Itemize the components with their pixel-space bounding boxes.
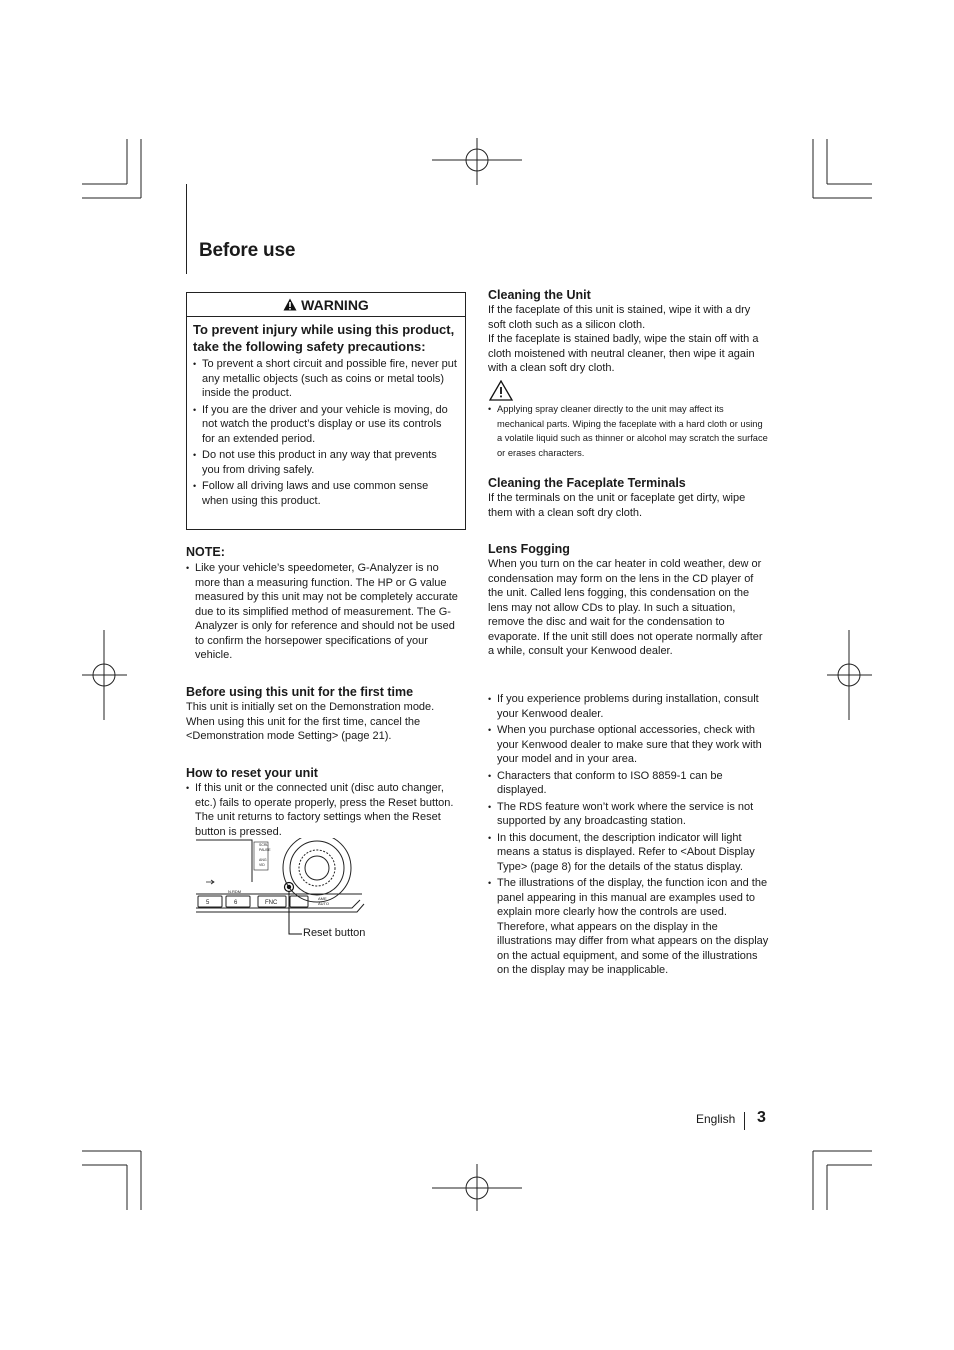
panel-scrl: SCRL bbox=[259, 843, 269, 847]
footer-language: English bbox=[696, 1112, 736, 1126]
warning-triangle-icon bbox=[283, 298, 297, 311]
note-heading: NOTE: bbox=[186, 545, 225, 559]
warning-header bbox=[187, 293, 465, 317]
cleaning-terminals-body: If the terminals on the unit or faceplate get dirty, wipe them with a clean soft dry cloth. bbox=[488, 492, 746, 519]
list-item: • If you are the driver and your vehicle is moving, do not watch the product’s display or use its controls for an extended period. bbox=[193, 403, 457, 447]
list-item: • Like your vehicle’s speedometer, G-Analyzer is no more than a measuring function. The HP or G value measured by this unit may not be completely accurate due to its simplified method of measurement. The G-Analyzer is only for reference and should not be used to confirm the horsepower specifications of your vehicle. bbox=[186, 561, 466, 663]
general-notes bbox=[488, 692, 770, 980]
panel-auto: AUTO bbox=[318, 901, 330, 906]
warning-heading: WARNING bbox=[301, 296, 369, 313]
panel-key-5: 5 bbox=[206, 900, 210, 906]
list-item: • In this document, the description indicator will light means a status is displayed. Refer to <About Display Type> (page 8) for the details of the status display. bbox=[488, 831, 770, 875]
first-time-body: This unit is initially set on the Demonstration mode. When using this unit for the first time, cancel the <Demonstration mode Setting> (page 21). bbox=[186, 701, 435, 742]
first-time-heading: Before using this unit for the first time bbox=[186, 685, 414, 699]
caution-triangle-icon bbox=[489, 380, 513, 401]
list-item: • To prevent a short circuit and possible fire, never put any metallic objects (such as coins or metal tools) inside the product. bbox=[193, 357, 457, 401]
title-rule bbox=[186, 184, 187, 274]
panel-ang: ANG bbox=[259, 858, 267, 862]
list-item: • Applying spray cleaner directly to the unit may affect its mechanical parts. Wiping the faceplate with a hard cloth or using a volatile liquid such as thinner or alcohol may scratch the surface or erases characters. bbox=[488, 402, 770, 460]
reset-section bbox=[186, 766, 466, 841]
warning-list bbox=[193, 357, 457, 508]
list-item: • Characters that conform to ISO 8859-1 can be displayed. bbox=[488, 769, 770, 798]
reset-heading: How to reset your unit bbox=[186, 766, 318, 780]
cleaning-unit-body: If the faceplate of this unit is stained, wipe it with a dry soft cloth such as a silicon cloth. If the faceplate is stained badly, wipe the stain off with a cloth moistened with neutral cleaner, then wipe it again with a clean soft dry cloth. bbox=[488, 304, 759, 374]
footer-separator bbox=[744, 1112, 745, 1130]
warning-lead: To prevent injury while using this product, take the following safety precautions: bbox=[193, 322, 455, 354]
cleaning-terminals-heading: Cleaning the Faceplate Terminals bbox=[488, 476, 686, 490]
list-item: • The illustrations of the display, the function icon and the panel appearing in this manual are examples used to explain more clearly how the controls are used. Therefore, what appears on the display in the illustrations may differ from what appears on the display on the actual equipment, and some of the illustrations on the display may be inapplicable. bbox=[488, 876, 770, 978]
faceplate-illustration bbox=[192, 838, 367, 938]
note-section bbox=[186, 545, 466, 665]
cleaning-terminals-section bbox=[488, 476, 770, 520]
cleaning-unit-heading: Cleaning the Unit bbox=[488, 288, 591, 302]
list-item: • When you purchase optional accessories, check with your Kenwood dealer to make sure that they work with your model and in your area. bbox=[488, 723, 770, 767]
cleaning-unit-section bbox=[488, 288, 770, 376]
page-title: Before use bbox=[199, 240, 296, 261]
lens-fogging-body: When you turn on the car heater in cold weather, dew or condensation may form on the lens in the CD player of the unit. Called lens fogging, this condensation on the lens may not allow CDs to play. In such a situation, remove the disc and wait for the condensation to evaporate. If the unit still does not operate normally after a while, consult your Kenwood dealer. bbox=[488, 558, 763, 657]
list-item: • The RDS feature won’t work where the service is not supported by any broadcasting station. bbox=[488, 800, 770, 829]
list-item: • Follow all driving laws and use common sense when using this product. bbox=[193, 479, 457, 508]
list-item: • Do not use this product in any way that prevents you from driving safely. bbox=[193, 448, 457, 477]
lens-fogging-heading: Lens Fogging bbox=[488, 542, 570, 556]
list-item: • If you experience problems during installation, consult your Kenwood dealer. bbox=[488, 692, 770, 721]
warning-box bbox=[186, 292, 466, 530]
panel-key-6: 6 bbox=[234, 900, 238, 906]
caution-section bbox=[488, 402, 770, 462]
reset-button-label: Reset button bbox=[303, 927, 366, 939]
page-number: 3 bbox=[757, 1109, 766, 1126]
list-item: • If this unit or the connected unit (disc auto changer, etc.) fails to operate properly, press the Reset button. The unit returns to factory settings when the Reset button is pressed. bbox=[186, 781, 466, 839]
panel-vid: VID bbox=[259, 863, 265, 867]
panel-ame: AME bbox=[318, 896, 327, 901]
lens-fogging-section bbox=[488, 542, 770, 659]
panel-nrdm: N.RDM bbox=[228, 889, 242, 894]
panel-fnc: FNC bbox=[265, 900, 278, 906]
panel-pause: PAUSE bbox=[259, 848, 271, 852]
first-time-section bbox=[186, 685, 466, 744]
